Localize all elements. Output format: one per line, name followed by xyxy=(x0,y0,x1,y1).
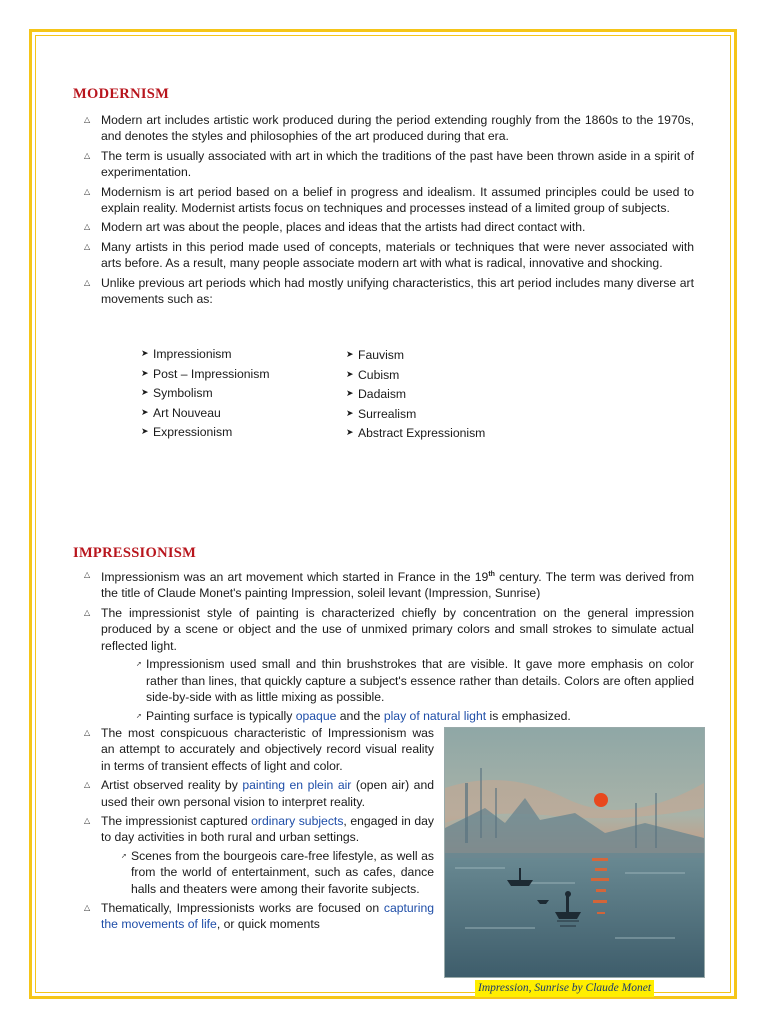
list-item: △ Thematically, Impressionists works are focused on capturing the movements of life, or quick moments xyxy=(84,901,434,932)
list-item: ➤ Surrealism xyxy=(346,406,417,421)
impressionism-heading: IMPRESSIONISM xyxy=(73,545,197,561)
triangle-bullet-icon: △ xyxy=(84,570,91,579)
triangle-bullet-icon: △ xyxy=(84,607,91,617)
small-arrow-bullet-icon: ➚ xyxy=(121,852,127,860)
triangle-bullet-icon: △ xyxy=(84,277,91,287)
list-item: △ Modern art includes artistic work produced during the period extending roughly from the 1860s to the 1970s, and denotes the styles and philosophies of the art produced during that era. xyxy=(84,113,694,144)
list-item: △ The impressionist style of painting is characterized chiefly by concentration on the general impression produced by a scene or object and the use of unmixed primary colors and small strokes to simulate actual reflected light. ➚ Impressionism used small and thin brushstrokes that are visible. It gave more emphasis on color rather than lines, that quickly capture a subject's essence rather than details. Colors are often applied side-by-side with as little mixing as possible. ➚ Painting surface is typically opaque and the play of natural light is emphasized. xyxy=(84,605,694,725)
list-item: ➚ Painting surface is typically opaque and the play of natural light is emphasized. xyxy=(136,708,694,724)
arrow-bullet-icon: ➤ xyxy=(346,427,354,438)
triangle-bullet-icon: △ xyxy=(84,241,91,251)
list-item: ➤ Dadaism xyxy=(346,387,407,402)
modernism-bullet-list xyxy=(84,112,694,310)
triangle-bullet-icon: △ xyxy=(84,816,91,826)
list-item: ➤ Fauvism xyxy=(346,348,405,362)
list-item: △ Modern art was about the people, places and ideas that the artists had direct contact with. xyxy=(84,220,586,235)
list-item: △ Modernism is art period based on a belief in progress and idealism. It assumed principles could be used to explain reality. Modernist artists focus on techniques and processes instead of a limited group of subjects. xyxy=(84,184,694,216)
list-item: △ Impressionism was an art movement which started in France in the 19th century. The term was derived from the title of Claude Monet's painting Impression, soleil levant (Impression, Sunrise) xyxy=(84,567,694,602)
impressionism-bullet-list-side xyxy=(84,725,434,936)
list-item: △ The most conspicuous characteristic of Impressionism was an attempt to accurately and objectively record visual reality in terms of transient effects of light and color. xyxy=(84,726,434,773)
triangle-bullet-icon: △ xyxy=(84,186,91,196)
impression-sunrise-painting xyxy=(444,727,705,978)
list-item: ➤ Post – Impressionism xyxy=(141,366,270,381)
list-item: ➚ Impressionism used small and thin brushstrokes that are visible. It gave more emphasis on color rather than lines, that quickly capture a subject's essence rather than details. Colors are often applied side-by-side with as little mixing as possible. xyxy=(136,657,694,704)
list-item: △ The term is usually associated with art in which the traditions of the past have been thrown aside in a spirit of experimentation. xyxy=(84,148,694,180)
sub-list xyxy=(121,848,434,897)
arrow-bullet-icon: ➤ xyxy=(141,406,149,417)
list-item: ➚ Scenes from the bourgeois care-free lifestyle, as well as from the world of entertainment, such as cafes, dance halls and theaters were among their favorite subjects. xyxy=(121,848,434,896)
movements-right-column xyxy=(346,348,485,446)
list-item: △ Many artists in this period made used of concepts, materials or techniques that were never associated with arts before. As a result, many people associate modern art with what is radical, innovative and shocking. xyxy=(84,239,694,271)
list-item: ➤ Art Nouveau xyxy=(141,405,221,420)
triangle-bullet-icon: △ xyxy=(84,903,91,913)
list-item: △ The impressionist captured ordinary subjects, engaged in day to day activities in both rural and urban settings. ➚ Scenes from the bourgeois care-free lifestyle, as well as from the world of entertainment, such as cafes, dance halls and theaters were among their favorite subjects. xyxy=(84,814,434,896)
list-item: ➤ Abstract Expressionism xyxy=(346,426,486,441)
triangle-bullet-icon: △ xyxy=(84,222,91,232)
arrow-bullet-icon: ➤ xyxy=(141,348,149,358)
arrow-bullet-icon: ➤ xyxy=(346,349,354,359)
arrow-bullet-icon: ➤ xyxy=(346,407,354,418)
list-item: ➤ Cubism xyxy=(346,367,400,382)
arrow-bullet-icon: ➤ xyxy=(141,387,149,398)
movements-left-column xyxy=(141,347,270,445)
arrow-bullet-icon: ➤ xyxy=(141,367,149,378)
list-item: ➤ Expressionism xyxy=(141,425,233,440)
small-arrow-bullet-icon: ➚ xyxy=(136,661,142,669)
modernism-heading: MODERNISM xyxy=(73,86,170,102)
list-item: △ Artist observed reality by painting en plein air (open air) and used their own personal vision to interpret reality. xyxy=(84,778,434,809)
sub-list xyxy=(136,656,694,725)
small-arrow-bullet-icon: ➚ xyxy=(136,713,142,721)
arrow-bullet-icon: ➤ xyxy=(346,368,354,379)
triangle-bullet-icon: △ xyxy=(84,115,91,124)
triangle-bullet-icon: △ xyxy=(84,150,91,160)
list-item: △ Unlike previous art periods which had mostly unifying characteristics, this art period includes many diverse art movements such as: xyxy=(84,275,694,307)
triangle-bullet-icon: △ xyxy=(84,728,91,737)
list-item: ➤ Symbolism xyxy=(141,386,213,401)
impressionism-bullet-list-top xyxy=(84,567,694,728)
arrow-bullet-icon: ➤ xyxy=(141,426,149,437)
triangle-bullet-icon: △ xyxy=(84,780,91,790)
arrow-bullet-icon: ➤ xyxy=(346,388,354,399)
painting-caption: Impression, Sunrise by Claude Monet xyxy=(475,980,654,997)
list-item: ➤ Impressionism xyxy=(141,347,232,361)
